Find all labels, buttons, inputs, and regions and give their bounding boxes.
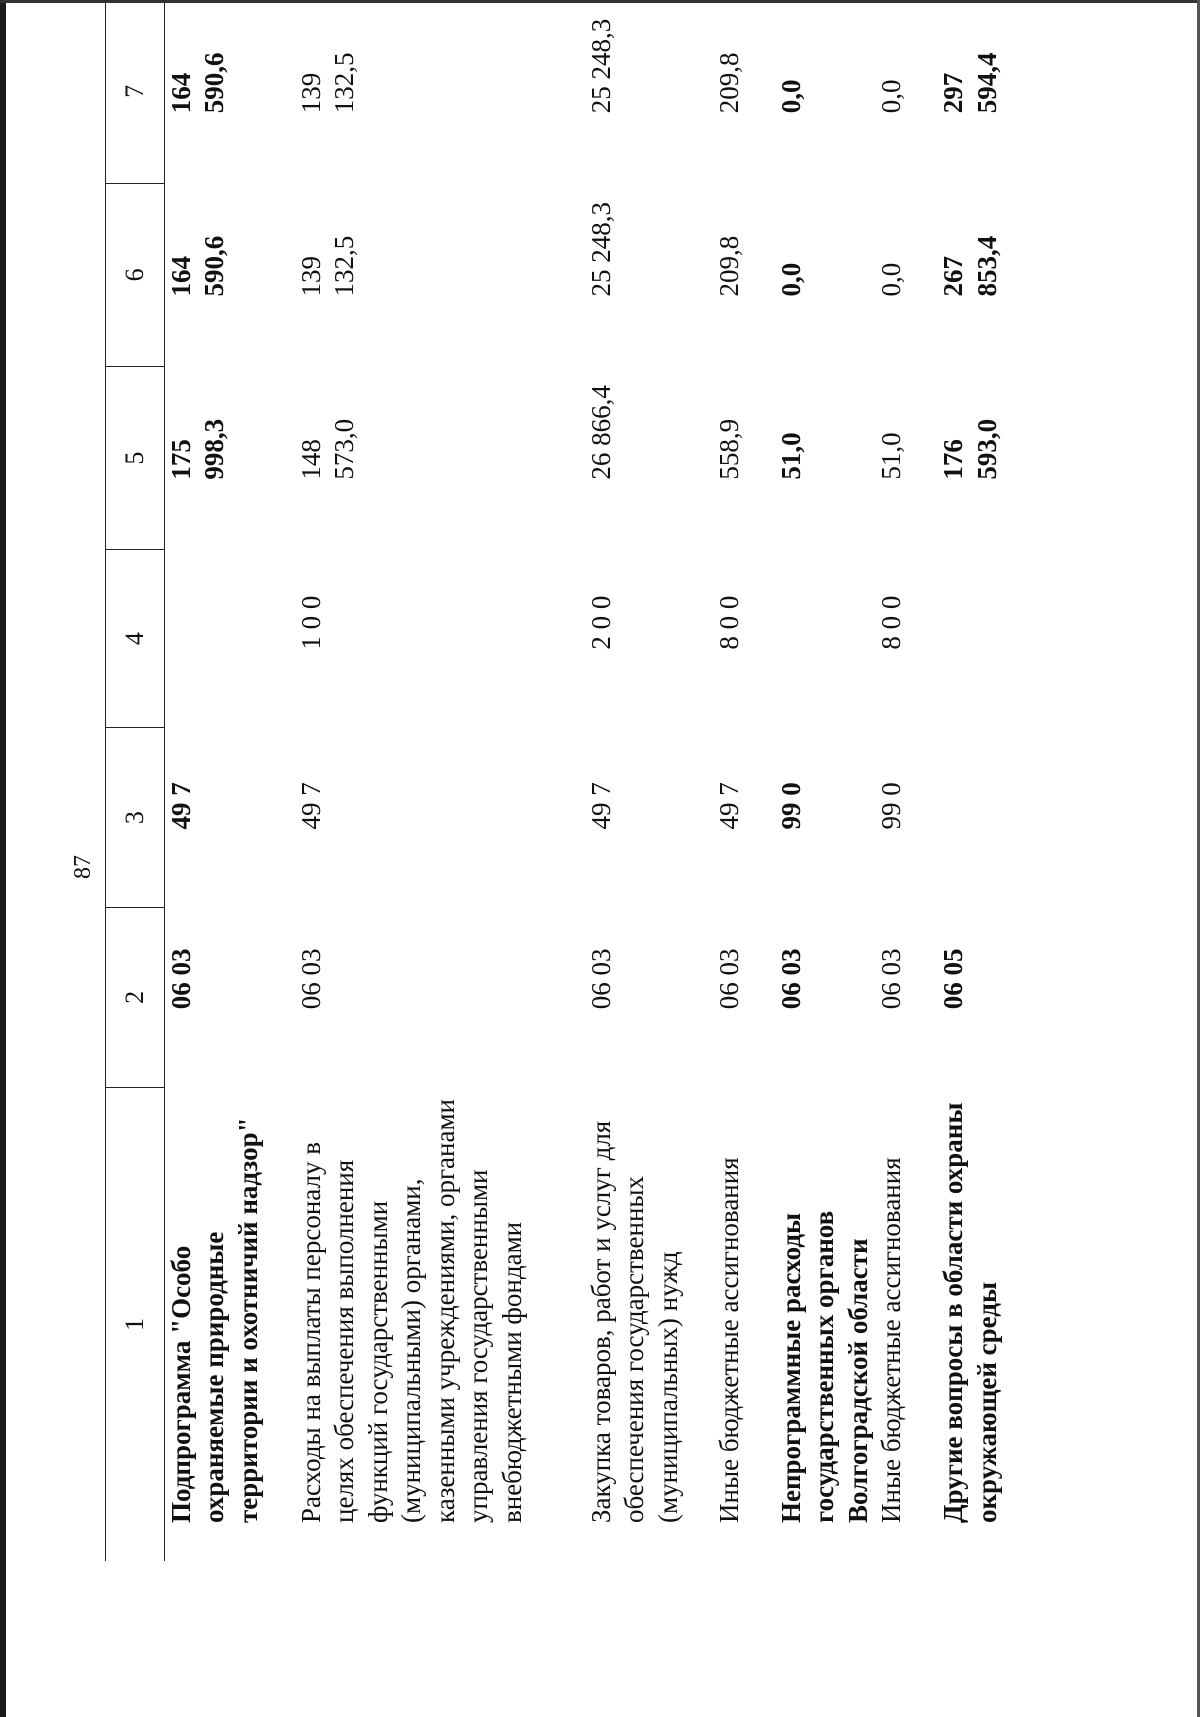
table-row — [937, 0, 1017, 1561]
row-label: Иные бюджетные ассигнования — [876, 1157, 907, 1523]
row-value-6: 164 590,6 — [166, 235, 230, 297]
row-label: Непрограммные расходы государственных органов Волгоградской области — [776, 1210, 873, 1523]
row-section-code: 06 03 — [166, 948, 196, 1010]
row-value-5: 558,9 — [714, 418, 744, 480]
row-value-5: 175 998,3 — [166, 418, 230, 480]
row-section-code: 06 03 — [876, 948, 907, 1010]
header-col-4: 4 — [106, 550, 165, 728]
header-col-1: 1 — [106, 1087, 165, 1561]
row-value-5: 26 866,4 — [586, 385, 616, 480]
table-row — [165, 0, 296, 1561]
row-program-code: 49 7 — [586, 782, 616, 830]
row-value-7: 0,0 — [776, 79, 806, 114]
row-program-code: 49 7 — [714, 782, 744, 830]
row-expense-type: 2 0 0 — [586, 595, 616, 650]
row-expense-type: 8 0 0 — [714, 595, 744, 650]
row-value-6: 0,0 — [776, 262, 806, 297]
row-value-5: 148 573,0 — [296, 418, 360, 480]
row-expense-type: 1 0 0 — [296, 595, 326, 650]
row-value-7: 164 590,6 — [166, 52, 230, 114]
row-section-code: 06 03 — [714, 948, 744, 1010]
row-expense-type: 8 0 0 — [876, 595, 907, 650]
row-value-7: 297 594,4 — [938, 52, 1002, 114]
row-value-6: 139 132,5 — [296, 235, 360, 297]
row-label: Иные бюджетные ассигнования — [714, 1157, 744, 1523]
row-value-7: 139 132,5 — [296, 52, 360, 114]
table-row — [585, 0, 713, 1561]
row-program-code: 99 0 — [876, 782, 907, 830]
table-row — [875, 0, 937, 1561]
row-label: Закупка товаров, работ и услуг для обеспечения государственных (муниципальных) нужд — [586, 1120, 683, 1523]
header-col-3: 3 — [106, 728, 165, 908]
row-expense-type — [775, 550, 875, 728]
table-row — [713, 0, 775, 1561]
row-section-code: 06 03 — [776, 948, 806, 1010]
header-col-2: 2 — [106, 907, 165, 1087]
row-value-6: 209,8 — [714, 235, 744, 297]
row-value-7: 25 248,3 — [586, 18, 616, 114]
row-section-code: 06 05 — [938, 948, 969, 1010]
header-col-7: 7 — [106, 0, 165, 183]
row-value-5: 51,0 — [776, 432, 806, 480]
budget-table — [105, 0, 1017, 1561]
header-col-5: 5 — [106, 366, 165, 549]
row-expense-type — [165, 550, 296, 728]
header-row — [106, 0, 165, 1561]
row-value-6: 267 853,4 — [938, 235, 1002, 297]
page-number: 87 — [70, 855, 96, 879]
row-label: Другие вопросы в области охраны окружающей среды — [938, 1102, 1002, 1523]
row-program-code — [937, 728, 1017, 908]
table-row — [295, 0, 585, 1561]
row-label: Подпрограмма "Особо охраняемые природные территории и охотничий надзор" — [166, 1117, 263, 1523]
table-row — [775, 0, 875, 1561]
row-program-code: 49 7 — [296, 782, 326, 830]
row-value-7: 209,8 — [714, 52, 744, 114]
row-value-6: 25 248,3 — [586, 201, 616, 297]
row-value-7: 0,0 — [876, 79, 907, 114]
row-section-code: 06 03 — [296, 948, 326, 1010]
row-program-code: 99 0 — [776, 782, 806, 830]
row-program-code: 49 7 — [166, 782, 196, 830]
row-label: Расходы на выплаты персоналу в целях обеспечения выполнения функций государственными (муниципальными) органами, казенными учреждениями, органами управления государственными внебюджетными фондами — [296, 1099, 527, 1523]
row-expense-type — [937, 550, 1017, 728]
row-value-5: 176 593,0 — [938, 418, 1002, 480]
row-value-5: 51,0 — [876, 432, 907, 480]
row-section-code: 06 03 — [586, 948, 616, 1010]
header-col-6: 6 — [106, 183, 165, 366]
row-value-6: 0,0 — [876, 262, 907, 297]
